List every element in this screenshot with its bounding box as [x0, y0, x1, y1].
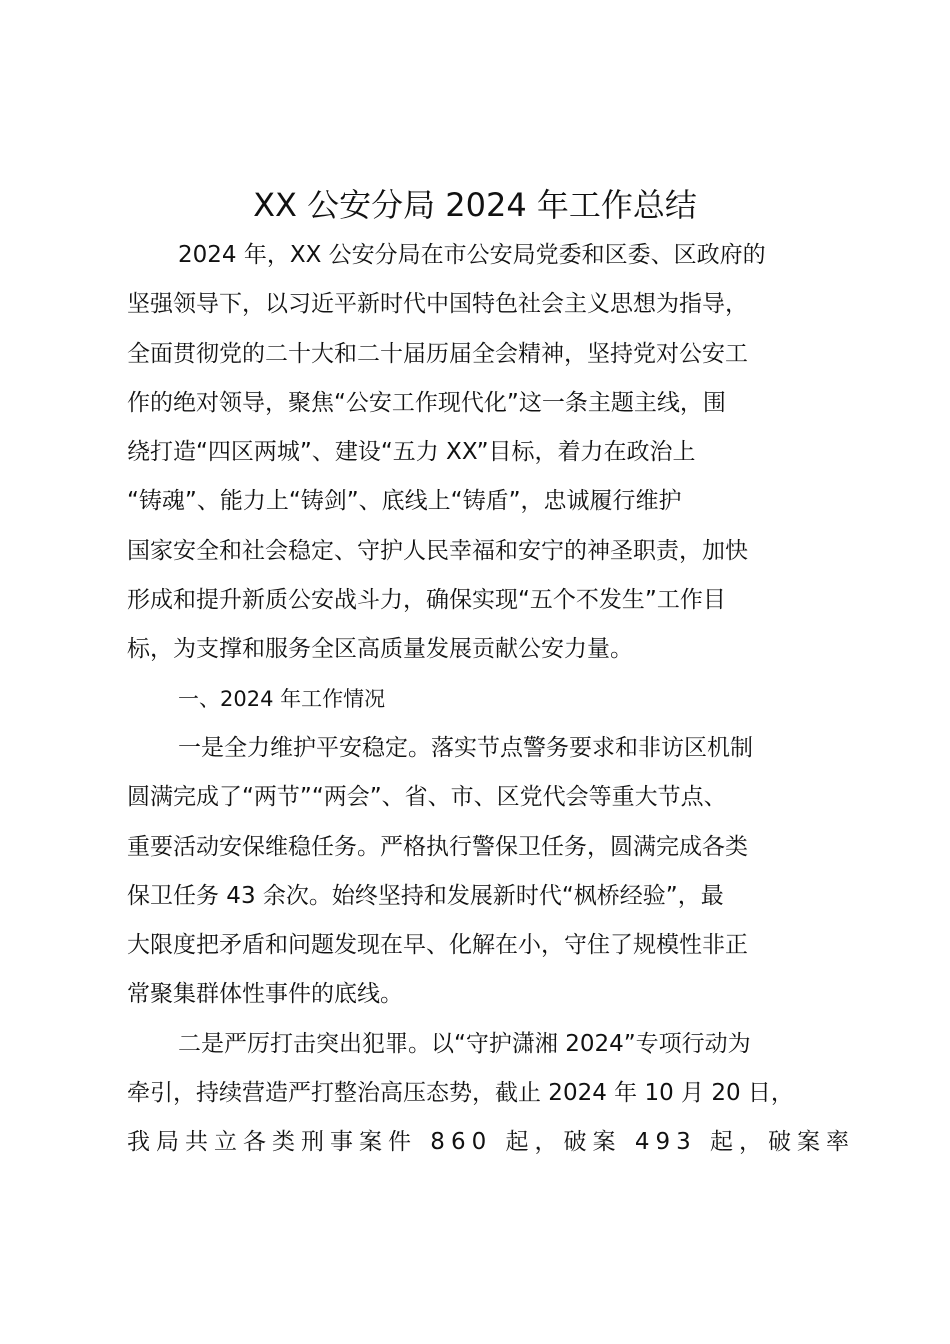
document-body: [127, 231, 856, 1168]
paragraph-line: 一是全力维护平安稳定。落实节点警务要求和非访区机制: [178, 734, 753, 761]
section-heading: 一、2024 年工作情况: [178, 686, 386, 711]
paragraph-line: 2024 年，XX 公安分局在市公安局党委和区委、区政府的: [178, 242, 766, 268]
paragraph-line: 绕打造“四区两城”、建设“五力 XX”目标，着力在政治上: [127, 439, 696, 466]
paragraph-line: 国家安全和社会稳定、守护人民幸福和安宁的神圣职责，加快: [127, 537, 748, 564]
paragraph-line: 标，为支撑和服务全区高质量发展贡献公安力量。: [127, 636, 633, 663]
paragraph-line: 二是严厉打击突出犯罪。以“守护潇湘 2024”专项行动为: [178, 1030, 751, 1057]
paragraph-line: 重要活动安保维稳任务。严格执行警保卫任务，圆满完成各类: [127, 833, 748, 860]
paragraph-line: 保卫任务 43 余次。始终坚持和发展新时代“枫桥经验”，最: [127, 882, 724, 909]
paragraph-line: 坚强领导下，以习近平新时代中国特色社会主义思想为指导，: [127, 291, 748, 318]
paragraph-line: 常聚集群体性事件的底线。: [127, 981, 403, 1008]
paragraph-line: 圆满完成了“两节”“两会”、省、市、区党代会等重大节点、: [127, 784, 727, 811]
paragraph-line: 牵引，持续营造严打整治高压态势，截止 2024 年 10 月 20 日，: [127, 1080, 794, 1107]
paragraph-line: 我局共立各类刑事案件 860 起，破案 493 起，破案率: [127, 1129, 856, 1156]
paragraph-line: “铸魂”、能力上“铸剑”、底线上“铸盾”，忠诚履行维护: [127, 488, 682, 515]
paragraph-line: 大限度把矛盾和问题发现在早、化解在小，守住了规模性非正: [127, 932, 748, 959]
paragraph-line: 全面贯彻党的二十大和二十届历届全会精神，坚持党对公安工: [127, 340, 748, 367]
paragraph-line: 作的绝对领导，聚焦“公安工作现代化”这一条主题主线，围: [127, 389, 726, 416]
paragraph-line: 形成和提升新质公安战斗力，确保实现“五个不发生”工作目: [127, 587, 726, 614]
document-title: XX 公安分局 2024 年工作总结: [253, 186, 697, 224]
